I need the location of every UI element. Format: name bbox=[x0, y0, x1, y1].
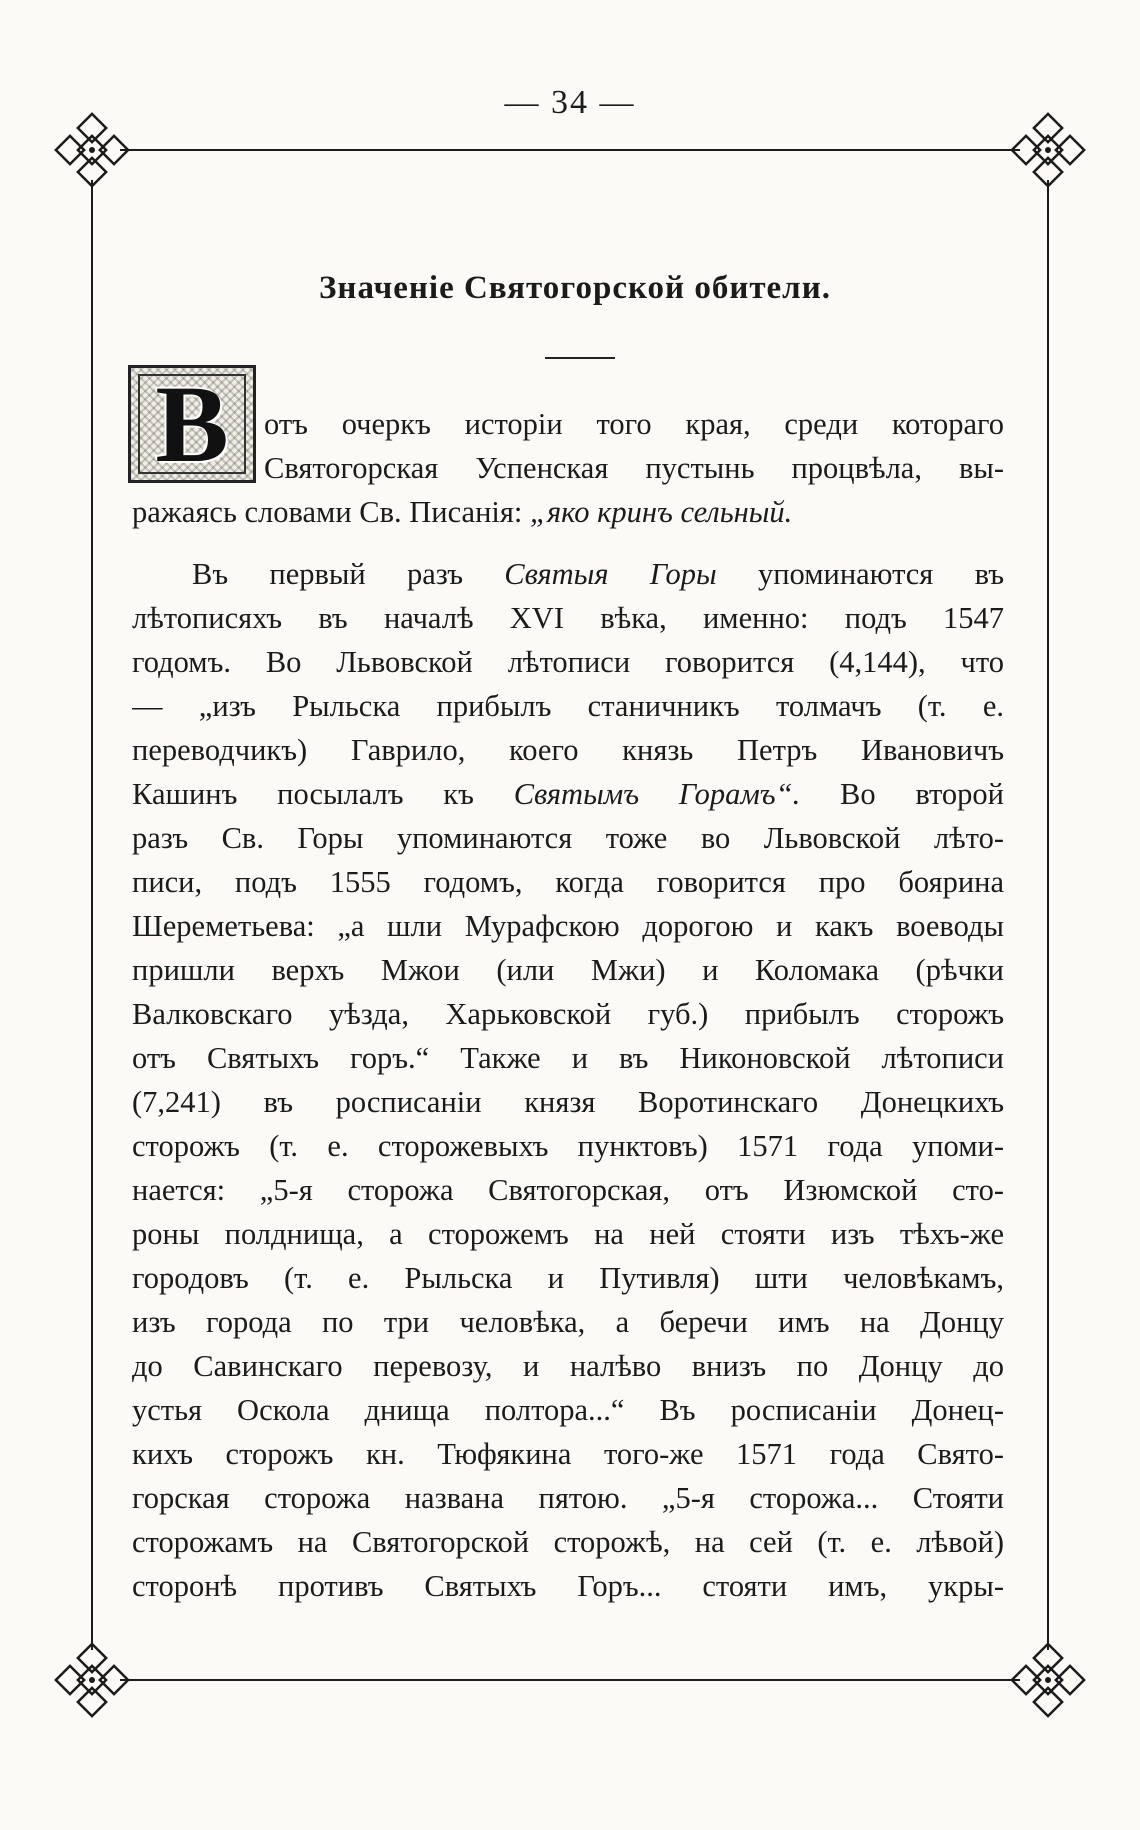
body-line-text: пришли верхъ Мжои (или Мжи) и Коломака (рѣчки bbox=[132, 953, 1004, 987]
body-line-text: нается: „5-я сторожа Святогорская, отъ Изюмской сто- bbox=[132, 1173, 1004, 1207]
body-line-text: разъ Св. Горы упоминаются тоже во Львовской лѣто- bbox=[132, 821, 1004, 855]
corner-ornament-bottom-left bbox=[56, 1644, 128, 1716]
body-line bbox=[132, 552, 1004, 596]
body-line bbox=[132, 1256, 1004, 1300]
corner-ornament-top-right bbox=[1012, 114, 1084, 186]
body-line-text: сторожъ (т. е. сторожевыхъ пунктовъ) 1571 года упоми- bbox=[132, 1129, 1004, 1163]
body-line-text: городовъ (т. е. Рыльска и Путивля) шти человѣкамъ, bbox=[132, 1261, 1004, 1295]
body-line bbox=[132, 1344, 1004, 1388]
body-line-text: горская сторожа названа пятою. „5-я сторожа... Стояти bbox=[132, 1481, 1004, 1515]
body-line-text: — „изъ Рыльска прибылъ станичникъ толмачъ (т. е. bbox=[132, 689, 1004, 723]
body-line-text: устья Оскола днища полтора...“ Въ росписаніи Донец- bbox=[132, 1393, 1004, 1427]
body-line bbox=[132, 596, 1004, 640]
body-line bbox=[132, 1300, 1004, 1344]
body-line-text: Во второй bbox=[800, 777, 1004, 811]
body-line bbox=[132, 1432, 1004, 1476]
body-line-text: (7,241) въ росписаніи князя Воротинскаго Донецкихъ bbox=[132, 1085, 1004, 1119]
body-line-text: лѣтописяхъ въ началѣ XVI вѣка, именно: подъ 1547 bbox=[132, 601, 1004, 635]
body-line-text: переводчикъ) Гаврило, коего князь Петръ Ивановичъ bbox=[132, 733, 1004, 767]
body-line bbox=[132, 728, 1004, 772]
corner-ornament-top-left bbox=[56, 114, 128, 186]
body-line bbox=[132, 948, 1004, 992]
body-line bbox=[132, 1212, 1004, 1256]
body-line-text: изъ города по три человѣка, а беречи имъ на Донцу bbox=[132, 1305, 1004, 1339]
page-number: — 34 — bbox=[504, 84, 636, 121]
body-line bbox=[132, 992, 1004, 1036]
intro-lines bbox=[264, 402, 1004, 490]
intro-line-3 bbox=[132, 490, 1004, 534]
body-line bbox=[132, 1520, 1004, 1564]
body-line-text: до Савинскаго перевозу, и налѣво внизъ по Донцу до bbox=[132, 1349, 1004, 1383]
body-line bbox=[132, 1564, 1004, 1608]
body-line bbox=[132, 1476, 1004, 1520]
article-title: Значеніе Святогорской обители. bbox=[319, 270, 831, 306]
body-line-text: сторожамъ на Святогорской сторожѣ, на сей (т. е. лѣвой) bbox=[132, 1525, 1004, 1559]
body-line bbox=[132, 1080, 1004, 1124]
body-line-italic: Святыя Горы bbox=[504, 557, 717, 591]
body-line bbox=[132, 860, 1004, 904]
body-line-text: сторонѣ противъ Святыхъ Горъ... стояти имъ, укры- bbox=[132, 1569, 1004, 1603]
body-line bbox=[132, 640, 1004, 684]
body-line-italic: Святымъ Горамъ“. bbox=[513, 777, 801, 811]
dropcap-letter: В bbox=[155, 363, 229, 485]
body-line bbox=[132, 816, 1004, 860]
body-line-text: роны полднища, а сторожемъ на ней стояти изъ тѣхъ-же bbox=[132, 1217, 1004, 1251]
body-line-text: Валковскаго уѣзда, Харьковской губ.) прибылъ сторожъ bbox=[132, 997, 1004, 1031]
body-line bbox=[132, 772, 1004, 816]
article-body bbox=[132, 552, 1004, 1608]
body-line bbox=[132, 1124, 1004, 1168]
dropcap-frame bbox=[138, 363, 246, 485]
body-line bbox=[132, 1036, 1004, 1080]
body-line bbox=[132, 684, 1004, 728]
body-line-text: годомъ. Во Львовской лѣтописи говорится (4,144), что bbox=[132, 645, 1004, 679]
body-line-text: Кашинъ посылалъ къ bbox=[132, 777, 514, 811]
intro-line-2: Святогорская Успенская пустынь процвѣла, вы- bbox=[264, 451, 1004, 485]
corner-ornament-bottom-right bbox=[1012, 1644, 1084, 1716]
intro-line-3-text: ражаясь словами Св. Писанія: bbox=[132, 495, 531, 529]
body-line-text: Въ первый разъ bbox=[192, 557, 505, 591]
body-line-text: писи, подъ 1555 годомъ, когда говорится про боярина bbox=[132, 865, 1004, 899]
body-line-text: отъ Святыхъ горъ.“ Также и въ Никоновской лѣтописи bbox=[132, 1041, 1004, 1075]
body-line-text: Шереметьева: „а шли Мурафскою дорогою и какъ воеводы bbox=[132, 909, 1004, 943]
intro-line-1: отъ очеркъ исторіи того края, среди котораго bbox=[264, 407, 1004, 441]
intro-line-3-quote: „яко кринъ сельный. bbox=[530, 495, 793, 529]
body-line-text: упоминаются въ bbox=[716, 557, 1004, 591]
body-line bbox=[132, 904, 1004, 948]
title-rule bbox=[545, 357, 615, 359]
body-line bbox=[132, 1388, 1004, 1432]
body-line bbox=[132, 1168, 1004, 1212]
body-line-text: кихъ сторожъ кн. Тюфякина того-же 1571 года Свято- bbox=[132, 1437, 1004, 1471]
dropcap-ornament bbox=[128, 365, 256, 483]
